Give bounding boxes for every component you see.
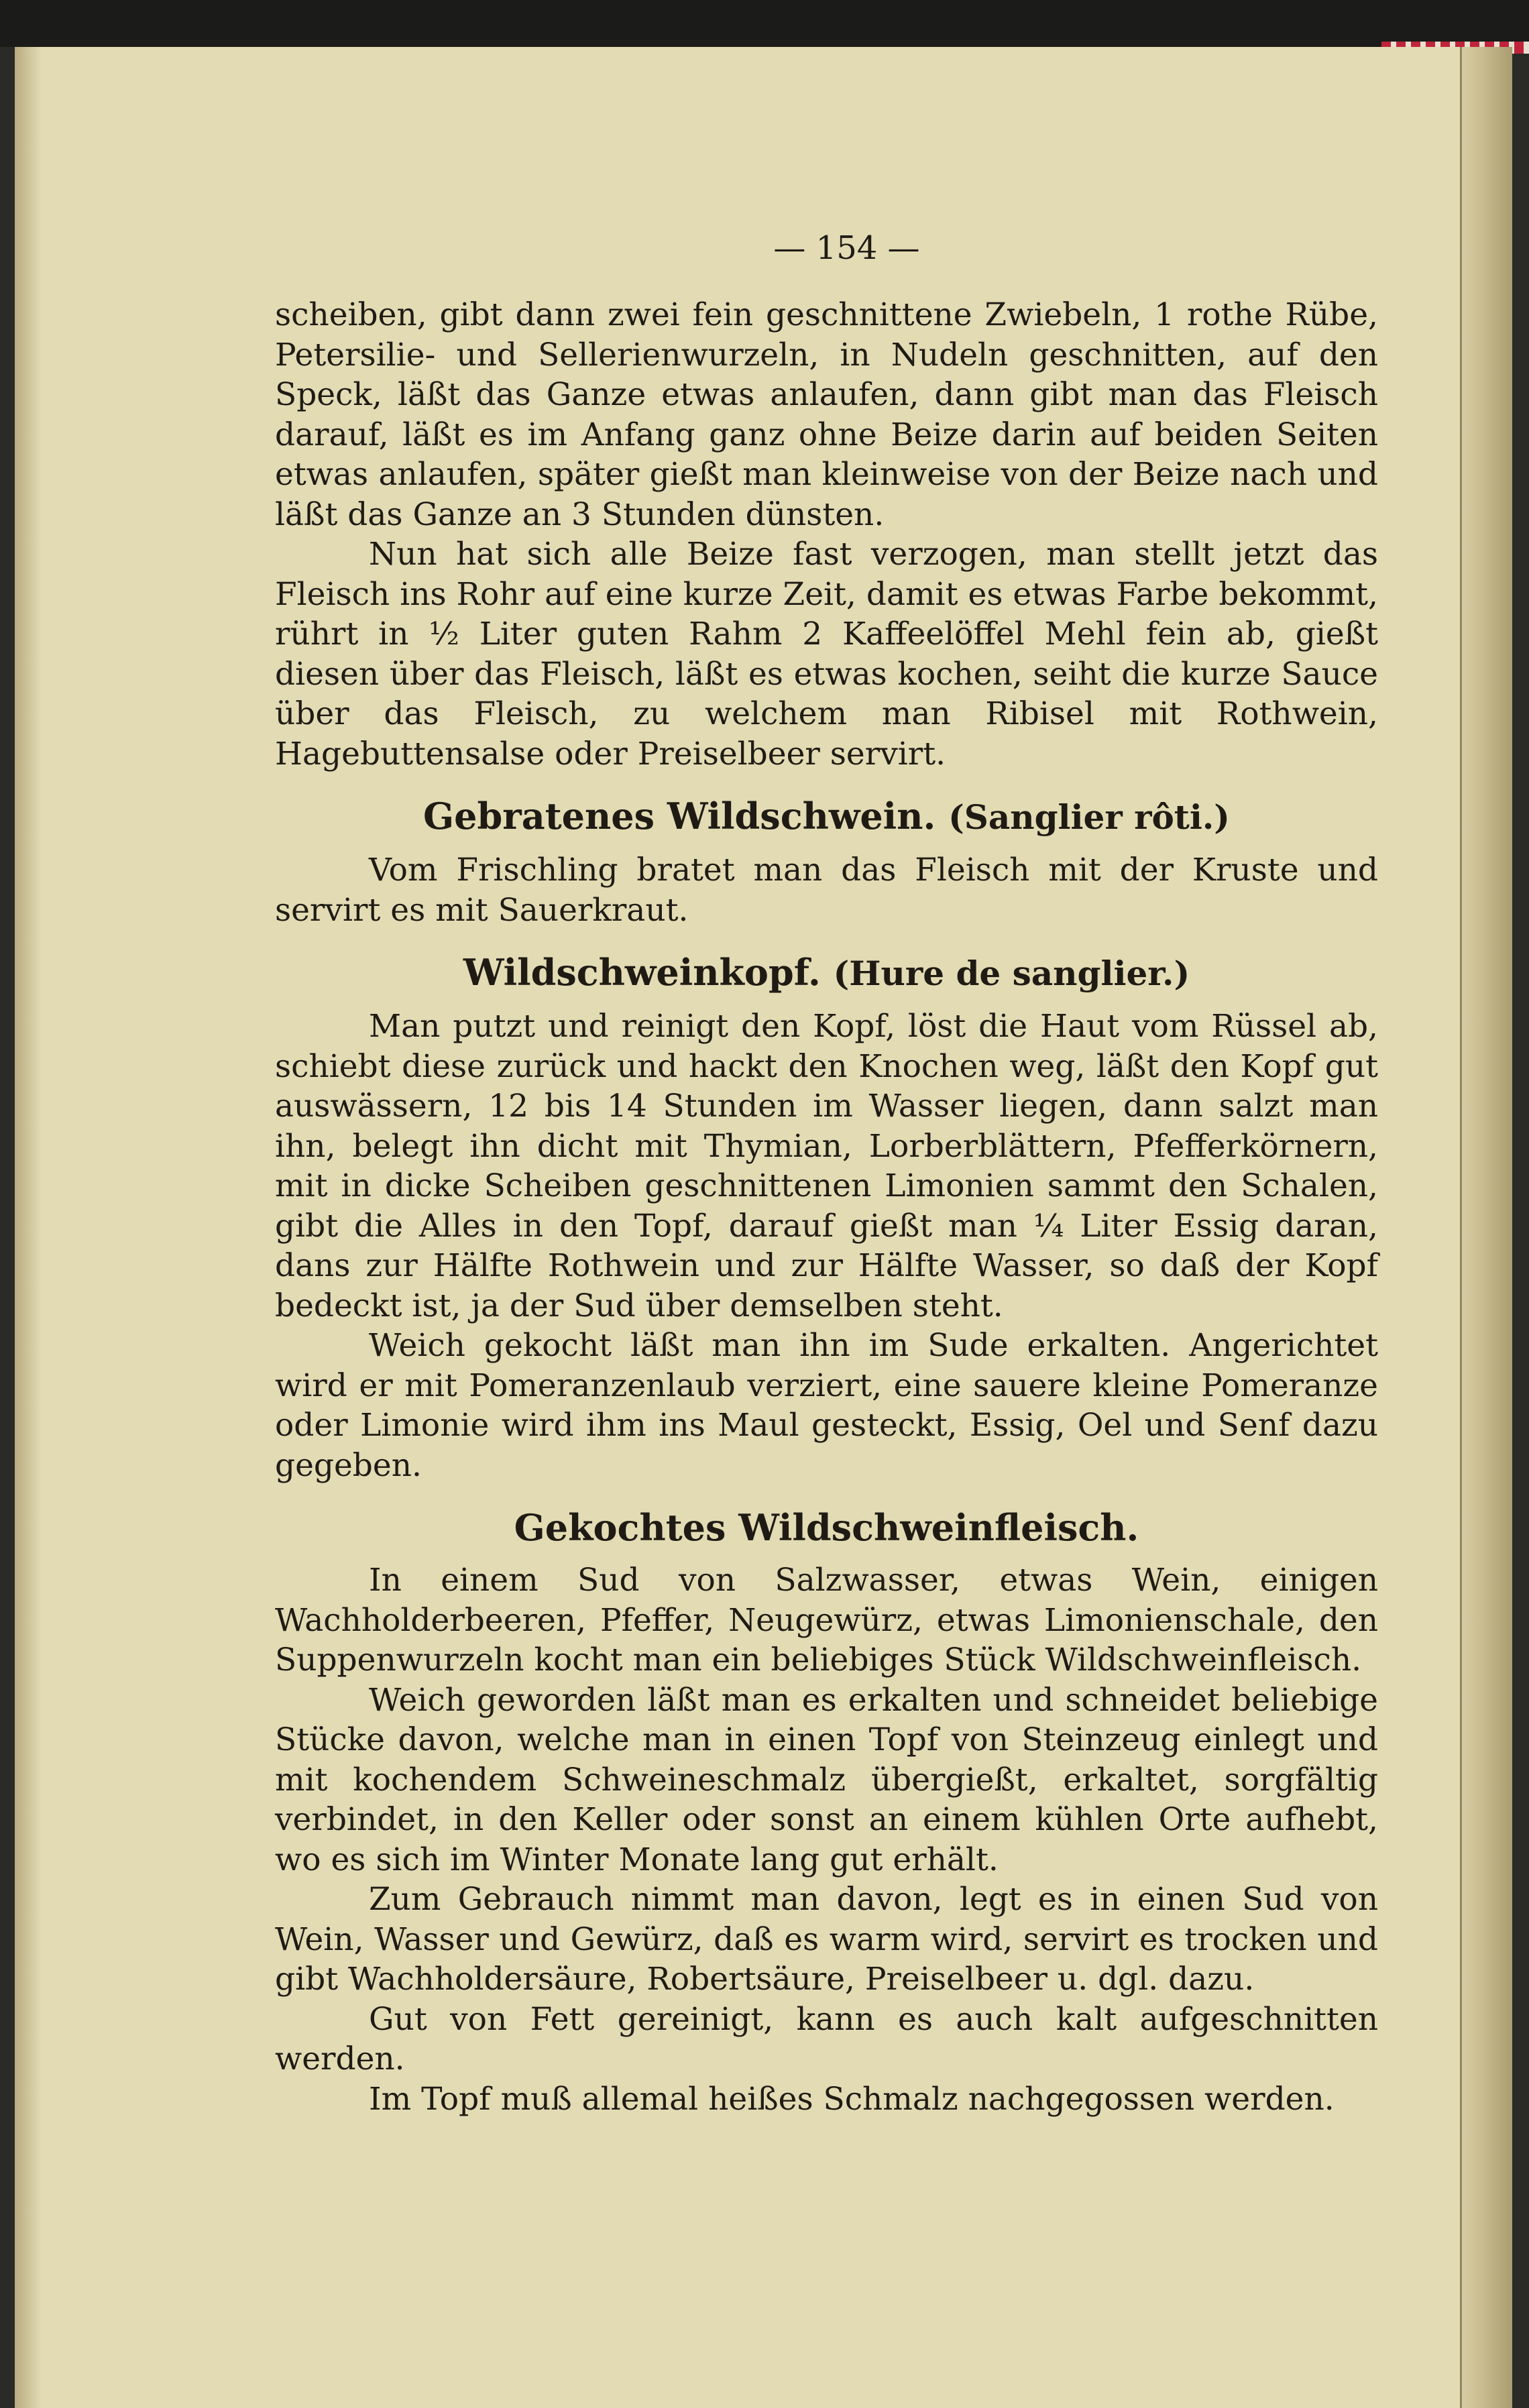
paragraph: Gut von Fett gereinigt, kann es auch kalt aufgeschnitten werden.	[275, 2000, 1378, 2077]
section-title: Gekochtes Wildschweinfleisch.	[514, 1506, 1139, 1549]
section-title: Wildschweinkopf.	[463, 951, 821, 994]
section-heading	[275, 949, 1378, 997]
section-title: Gebratenes Wildschwein.	[423, 795, 936, 838]
section-heading	[275, 1504, 1378, 1551]
paragraph: Weich geworden läßt man es erkalten und schneidet beliebige Stücke davon, welche man in einen Topf von Steinzeug einlegt und mit kochendem Schweineschmalz übergießt, erkaltet, sorgfältig verbindet, in den Keller oder sonst an einem kühlen Orte aufhebt, wo es sich im Winter Monate lang gut erhält.	[275, 1681, 1378, 1878]
page-number: — 154 —	[773, 229, 920, 267]
paragraph: Man putzt und reinigt den Kopf, löst die Haut vom Rüssel ab, schiebt diese zurück und hackt den Knochen weg, läßt den Kopf gut auswässern, 12 bis 14 Stunden im Wasser liegen, dann salzt man ihn, belegt ihn dicht mit Thymian, Lorberblättern, Pfefferkörnern, mit in dicke Scheiben geschnittenen Limonien sammt den Schalen, gibt die Alles in den Topf, darauf gießt man ¼ Liter Essig daran, dans zur Hälfte Rothwein und zur Hälfte Wasser, so daß der Kopf bedeckt ist, ja der Sud über demselben steht.	[275, 1008, 1378, 1324]
page-text	[275, 221, 1378, 2119]
paragraph: Vom Frischling bratet man das Fleisch mit der Kruste und servirt es mit Sauerkraut.	[275, 852, 1378, 929]
paragraph: Zum Gebrauch nimmt man davon, legt es in einen Sud von Wein, Wasser und Gewürz, daß es warm wird, servirt es trocken und gibt Wachholdersäure, Robertsäure, Preiselbeer u. dgl. dazu.	[275, 1881, 1378, 1998]
paragraph: Weich gekocht läßt man ihn im Sude erkalten. Angerichtet wird er mit Pomeranzenlaub verziert, eine sauere kleine Pomeranze oder Limonie wird ihm ins Maul gesteckt, Essig, Oel und Senf dazu gegeben.	[275, 1327, 1378, 1484]
section-subtitle: (Sanglier rôti.)	[948, 797, 1230, 837]
paragraph: scheiben, gibt dann zwei fein geschnittene Zwiebeln, 1 rothe Rübe, Petersilie- und Sellerienwurzeln, in Nudeln geschnitten, auf den Speck, läßt das Ganze etwas anlaufen, dann gibt man das Fleisch darauf, läßt es im Anfang ganz ohne Beize darin auf beiden Seiten etwas anlaufen, später gießt man kleinweise von der Beize nach und läßt das Ganze an 3 Stunden dünsten.	[275, 296, 1378, 533]
section-heading	[275, 793, 1378, 841]
section-subtitle: (Hure de sanglier.)	[833, 954, 1190, 993]
page-edge	[1460, 47, 1512, 2408]
scanner-background	[0, 0, 1529, 47]
paragraph: Im Topf muß allemal heißes Schmalz nachgegossen werden.	[369, 2080, 1335, 2118]
paragraph: Nun hat sich alle Beize fast verzogen, man stellt jetzt das Fleisch ins Rohr auf eine kurze Zeit, damit es etwas Farbe bekommt, rührt in ½ Liter guten Rahm 2 Kaffeelöffel Mehl fein ab, gießt diesen über das Fleisch, läßt es etwas kochen, seiht die kurze Sauce über das Fleisch, zu welchem man Ribisel mit Rothwein, Hagebuttensalse oder Preiselbeer servirt.	[275, 536, 1378, 772]
spine-shadow	[15, 47, 42, 2408]
paragraph: In einem Sud von Salzwasser, etwas Wein, einigen Wachholderbeeren, Pfeffer, Neugewürz, etwas Limonienschale, den Suppenwurzeln kocht man ein beliebiges Stück Wildschweinfleisch.	[275, 1562, 1378, 1678]
